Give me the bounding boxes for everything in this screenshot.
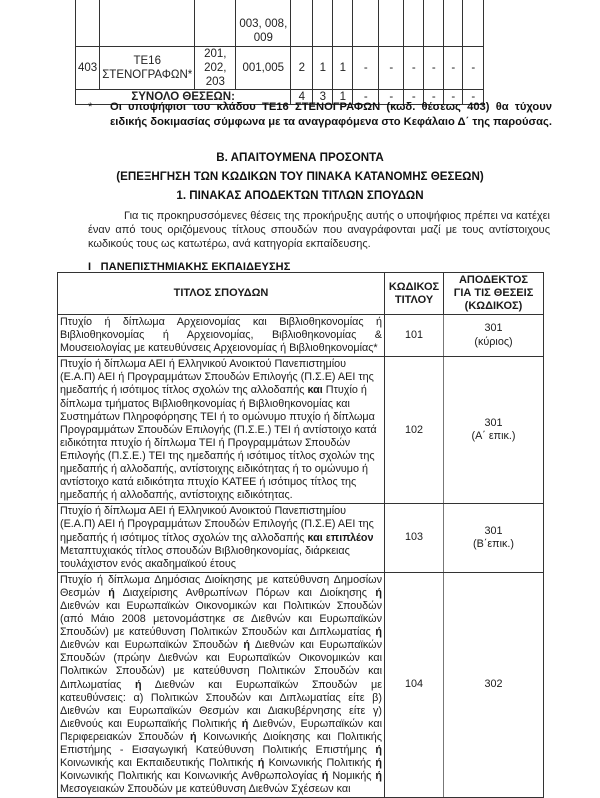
title-text: Κοινωνικής Πολιτικής xyxy=(264,757,376,770)
degree-codes xyxy=(195,46,236,89)
title-emphasis: ή xyxy=(243,639,250,652)
title-emphasis: ή xyxy=(375,626,382,639)
title-cell xyxy=(58,504,385,572)
codes: 001,005 xyxy=(236,46,291,89)
title-text: Πτυχίο ή δίπλωμα ΑΕΙ ή Ελληνικού Ανοικτού Πανεπιστημίου (Ε.Α.Π) ΑΕΙ ή Προγραμμάτων Σπουδών Επιλογής (Π.Σ.Ε) ΑΕΙ της ημεδαπής ή ισότιμος τίτλος σχολών της αλλοδαπής xyxy=(60,358,374,397)
title-text: Διαχείρισης Ανθρωπίνων Πόρων και Διοίκησης xyxy=(114,586,376,599)
title-text: Πτυχίο ή δίπλωμα τμήματος Βιβλιοθηκονομίας ή Βιβλιοθηκονομίας και Συστημάτων Πληροφόρησης ΤΕΙ ή το ομώνυμο πτυχίο ή δίπλωμα Προγραμμάτων Σπουδών Επιλογής (Π.Σ.Ε.) ΤΕΙ ή αντίστοιχο κατά ειδικότητα πτυχίο ή δίπλωμα ΤΕΙ ή Προγραμμάτων Σπουδών Επιλογής (Π.Σ.Ε.) ΤΕΙ της ημεδαπής ή ισότιμος τίτλος σχολών της ημεδαπής ή αλλοδαπής, αντίστοιχης ειδικότητας ή το ομώνυμο ή αντίστοιχο κατά ειδικότητα πτυχίο ΚΑΤΕΕ ή ισότιμος τίτλος της ημεδαπής ή αλλοδαπής, αντίστοιχης ειδικότητας. xyxy=(60,384,377,502)
value-cell: - xyxy=(379,46,404,89)
codes-text: 009 xyxy=(253,31,273,44)
title-emphasis: ή xyxy=(257,757,265,770)
title-emphasis: ή xyxy=(375,757,383,770)
title-text: Διεθνών και Ευρωπαϊκών Οικονομικών και Πολιτικών Σπουδών (από Μάιο 2008 μετονομάστηκε σε Διεθνών και Ευρωπαϊκών Σπουδών) με κατεύθυνση Πολιτικών Σπουδών και Διπλωματίας xyxy=(60,599,382,639)
title-text: Κοινωνικής και Εκπαιδευτικής Πολιτικής xyxy=(60,757,258,770)
total-cell: - xyxy=(463,89,484,104)
total-cell: 1 xyxy=(333,89,353,104)
total-cell: - xyxy=(424,89,444,104)
accepted-code: 301 xyxy=(484,322,503,335)
total-label: ΣΥΝΟΛΟ ΘΕΣΕΩΝ: xyxy=(76,89,291,104)
degree-code: 203 xyxy=(205,75,225,88)
title-text: Πτυχίο ή δίπλωμα Δημόσιας Διοίκησης με κατεύθυνση Δημοσίων Θεσμών xyxy=(60,573,382,599)
code-cell: 102 xyxy=(385,357,444,504)
header-code xyxy=(385,273,444,315)
degree-code: 202, xyxy=(204,61,227,74)
title-text: Κοινωνικής Διοίκησης και Πολιτικής Επιστήμης - Εισαγωγική Κατεύθυνση Πολιτικής Επιστήμης xyxy=(60,730,382,756)
total-cell: 4 xyxy=(291,89,313,104)
title-text: Μεταπτυχιακός τίτλος σπουδών Βιβλιοθηκονομίας, διάρκειας τουλάχιστον ενός ακαδημαϊκού έτους xyxy=(60,544,350,570)
footnote-marker: * xyxy=(88,101,93,113)
title-emphasis: ή xyxy=(108,586,115,599)
header-accepted xyxy=(444,273,544,315)
total-cell: - xyxy=(444,89,463,104)
table-row xyxy=(58,357,544,504)
accepted-code: 301 xyxy=(484,524,503,537)
table-row xyxy=(58,504,544,572)
codes-text: 003, 008, xyxy=(239,17,288,30)
value-cell: - xyxy=(404,46,424,89)
value-cell: 1 xyxy=(333,46,353,89)
title-emphasis: ή xyxy=(241,717,249,730)
value-cell: - xyxy=(444,46,463,89)
accepted-cell xyxy=(444,357,544,504)
total-cell: 3 xyxy=(313,89,333,104)
accepted-cell xyxy=(444,315,544,357)
title-cell xyxy=(58,572,385,798)
value-cell: 2 xyxy=(291,46,313,89)
value-cell: 1 xyxy=(313,46,333,89)
header-line: ΑΠΟΔΕΚΤΟΣ xyxy=(458,274,528,286)
title-emphasis: και επιπλέον xyxy=(307,531,374,544)
table-row xyxy=(58,315,544,357)
header-line: ΓΙΑ ΤΙΣ ΘΕΣΕΙΣ xyxy=(453,287,534,299)
title-cell: Πτυχίο ή δίπλωμα Αρχειονομίας και Βιβλιοθηκονομίας ή Βιβλιοθηκονομίας ή Αρχειονομίας, Βιβλιοθηκονομίας & Μουσειολογίας με κατευθύνσεις Αρχειονομίας ή Βιβλιοθηκονομίας* xyxy=(58,315,385,357)
title-text: Κοινωνικής Πολιτικής και Κοινωνικής Ανθρωπολογίας xyxy=(60,770,322,783)
total-cell: - xyxy=(353,89,379,104)
positions-table xyxy=(75,0,484,105)
accepted-cell xyxy=(444,504,544,572)
title-emphasis: και xyxy=(307,384,323,397)
accepted-code: 301 xyxy=(484,416,503,429)
title-cell xyxy=(58,357,385,504)
title-text: Νομικής xyxy=(328,770,376,783)
intro-paragraph: Για τις προκηρυσσόμενες θέσεις της προκήρυξης αυτής ο υποψήφιος πρέπει να κατέχει έναν από τους οριζόμενους τίτλους σπουδών που αναγράφονται μαζί με τους αντίστοιχους κωδικούς τους ως κατωτέρω, ανά κατηγορία εκπαίδευσης. xyxy=(88,210,550,251)
total-cell: - xyxy=(379,89,404,104)
footnote xyxy=(88,100,552,129)
accepted-cell: 302 xyxy=(444,572,544,798)
title-emphasis: ή xyxy=(321,770,329,783)
code-cell: 101 xyxy=(385,315,444,357)
title-text: Διεθνών και Ευρωπαϊκών Σπουδών xyxy=(60,639,244,652)
section-subheading: (ΕΠΕΞΗΓΗΣΗ ΤΩΝ ΚΩΔΙΚΩΝ ΤΟΥ ΠΙΝΑΚΑ ΚΑΤΑΝΟΜΗΣ ΘΕΣΕΩΝ) xyxy=(116,170,484,183)
branch-line: ΣΤΕΝΟΓΡΑΦΩΝ* xyxy=(102,68,193,81)
table-heading: 1. ΠΙΝΑΚΑΣ ΑΠΟΔΕΚΤΩΝ ΤΙΤΛΩΝ ΣΠΟΥΔΩΝ xyxy=(176,189,424,202)
header-line: ΚΩΔΙΚΟΣ xyxy=(388,280,440,293)
footnote-text: Οι υποψήφιοι του κλάδου ΤΕ16 ΣΤΕΝΟΓΡΑΦΩΝ (κωδ. θέσεως 403) θα τύχουν ειδικής δοκιμασίας σύμφωνα με τα αναγραφόμενα στο Κεφάλαιο Δ΄ της παρούσας. xyxy=(110,101,552,128)
total-cell: - xyxy=(404,89,424,104)
degree-code: 201, xyxy=(204,47,227,60)
title-text: Μεσογειακών Σπουδών με κατεύθυνση Διεθνών Σχέσεων και xyxy=(60,783,351,796)
section-heading: Β. ΑΠΑΙΤΟΥΜΕΝΑ ΠΡΟΣΟΝΤΑ xyxy=(216,151,384,164)
value-cell: - xyxy=(353,46,379,89)
table-row xyxy=(76,0,484,46)
title-emphasis: ή xyxy=(190,730,197,743)
title-text: Διεθνών, Ευρωπαϊκών και Περιφερειακών Σπουδών xyxy=(60,717,383,743)
header-line: (ΚΩΔΙΚΟΣ) xyxy=(464,300,523,312)
position-code: 403 xyxy=(76,46,100,89)
accepted-note: (Β΄επικ.) xyxy=(472,538,515,551)
code-cell: 103 xyxy=(385,504,444,572)
accepted-titles-table xyxy=(57,272,544,798)
education-category-title: Ι ΠΑΝΕΠΙΣΤΗΜΙΑΚΗΣ ΕΚΠΑΙΔΕΥΣΗΣ xyxy=(88,261,291,273)
code-cell: 104 xyxy=(385,572,444,798)
branch-line: ΤΕ16 xyxy=(133,54,161,67)
table-row xyxy=(76,46,484,89)
title-emphasis: ή xyxy=(135,678,142,691)
header-title: ΤΙΤΛΟΣ ΣΠΟΥΔΩΝ xyxy=(58,273,385,315)
table-header-row xyxy=(58,273,544,315)
title-text: Πτυχίο ή δίπλωμα ΑΕΙ ή Ελληνικού Ανοικτού Πανεπιστημίου (Ε.Α.Π) ΑΕΙ ή Προγραμμάτων Σπουδών Επιλογής (Π.Σ.Ε) ΑΕΙ της ημεδαπής ή ισότιμος τίτλος σχολών της αλλοδαπής xyxy=(60,505,374,544)
value-cell: - xyxy=(424,46,444,89)
title-text: Διεθνών και Ευρωπαϊκών Σπουδών με κατευθύνσεις: α) Πολιτικών Σπουδών και Διπλωματίας είτε β) Διεθνών και Ευρωπαϊκών Θεσμών και Διακυβέρνησης είτε γ) Διεθνούς και Ευρωπαϊκής Πολιτικής xyxy=(60,678,383,730)
accepted-note: (Α΄ επικ.) xyxy=(471,430,516,443)
title-emphasis: ή xyxy=(375,586,382,599)
title-emphasis: ή xyxy=(375,770,382,783)
title-emphasis: ή xyxy=(375,744,382,756)
accepted-note: (κύριος) xyxy=(474,335,513,348)
table-row xyxy=(58,572,544,798)
value-cell: - xyxy=(463,46,484,89)
branch-name xyxy=(100,46,195,89)
title-text: Διεθνών και Ευρωπαϊκών Σπουδών (πρώην Διεθνών και Ευρωπαϊκών Οικονομικών και Πολιτικών Σπουδών) με κατεύθυνση Πολιτικών Σπουδών και Διπλωματίας xyxy=(60,639,382,691)
header-line: ΤΙΤΛΟΥ xyxy=(394,293,434,306)
